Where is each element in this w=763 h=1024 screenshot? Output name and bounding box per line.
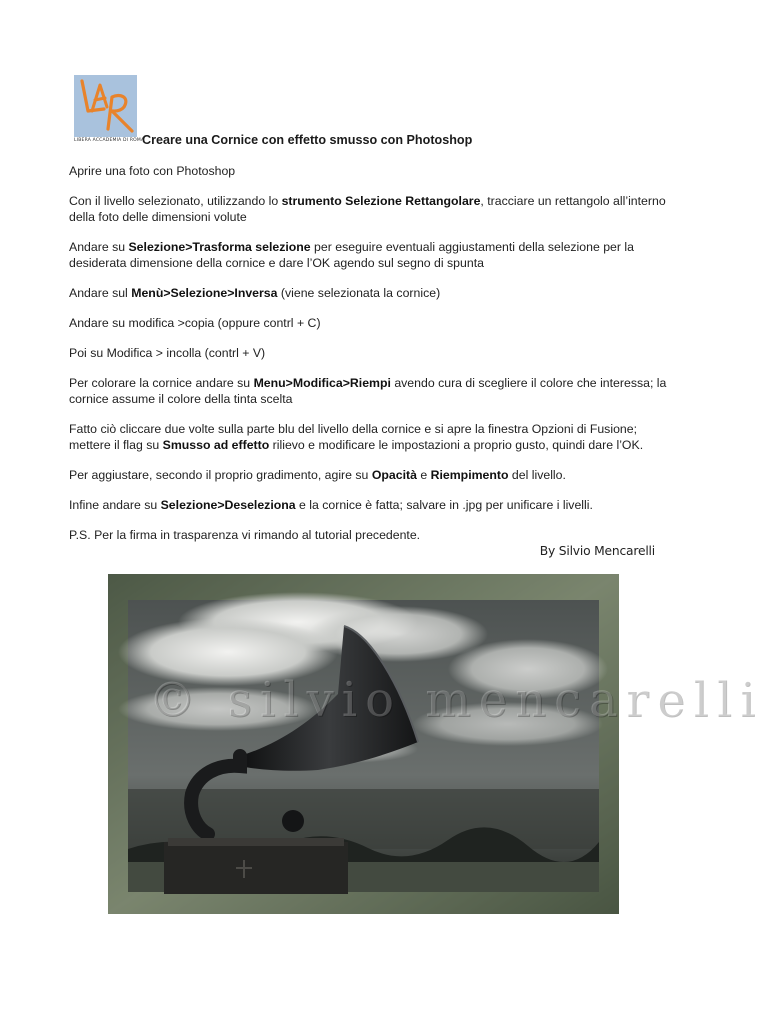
step-paste: Poi su Modifica > incolla (contrl + V) bbox=[69, 346, 266, 360]
lar-logo-mark bbox=[74, 75, 137, 137]
effect-name: Smusso ad effetto bbox=[162, 438, 270, 452]
menu-path: Menù>Selezione>Inversa bbox=[131, 286, 278, 300]
option-fill: Riempimento bbox=[430, 468, 509, 482]
menu-path: Selezione>Trasforma selezione bbox=[128, 240, 311, 254]
step-fill: Per colorare la cornice andare su Menu>Modifica>Riempi avendo cura di scegliere il colore che interessa; la cornice assume il colore della tinta scelta bbox=[69, 376, 667, 406]
author-signature: By Silvio Mencarelli bbox=[539, 544, 655, 558]
option-opacity: Opacità bbox=[371, 468, 417, 482]
step-adjust: Per aggiustare, secondo il proprio gradimento, agire su Opacità e Riempimento del livello. bbox=[69, 468, 566, 482]
logo-subtitle: LIBERA ACCADEMIA DI ROMA bbox=[74, 138, 145, 143]
step-rect-selection: Con il livello selezionato, utilizzando lo strumento Selezione Rettangolare, tracciare un rettangolo all’interno della foto delle dimensioni volute bbox=[69, 194, 666, 224]
document-title: Creare una Cornice con effetto smusso con Photoshop bbox=[142, 133, 473, 147]
tool-name: strumento Selezione Rettangolare bbox=[281, 194, 481, 208]
menu-path: Selezione>Deseleziona bbox=[160, 498, 296, 512]
step-deselect: Infine andare su Selezione>Deseleziona e la cornice è fatta; salvare in .jpg per unificare i livelli. bbox=[69, 498, 593, 512]
document-body bbox=[69, 163, 669, 557]
postscript: P.S. Per la firma in trasparenza vi rimando al tutorial precedente. bbox=[69, 528, 421, 542]
step-inverse: Andare sul Menù>Selezione>Inversa (viene selezionata la cornice) bbox=[69, 286, 441, 300]
step-blending-options: Fatto ciò cliccare due volte sulla parte blu del livello della cornice e si apre la finestra Opzioni di Fusione; mettere il flag su Smusso ad effetto rilievo e modificare le impostazioni a proprio gusto, quindi dare l’OK. bbox=[69, 422, 644, 452]
photo-watermark: © silvio mencarelli bbox=[148, 672, 763, 728]
step-copy: Andare su modifica >copia (oppure contrl + C) bbox=[69, 316, 321, 330]
menu-path: Menu>Modifica>Riempi bbox=[253, 376, 391, 390]
lar-logo bbox=[74, 75, 137, 137]
framed-photo bbox=[108, 574, 763, 914]
step-open-photo: Aprire una foto con Photoshop bbox=[69, 164, 236, 178]
step-transform-selection: Andare su Selezione>Trasforma selezione per eseguire eventuali aggiustamenti della selezione per la desiderata dimensione della cornice e dare l’OK agendo sul segno di spunta bbox=[69, 240, 634, 270]
gramophone-photo bbox=[108, 574, 763, 914]
